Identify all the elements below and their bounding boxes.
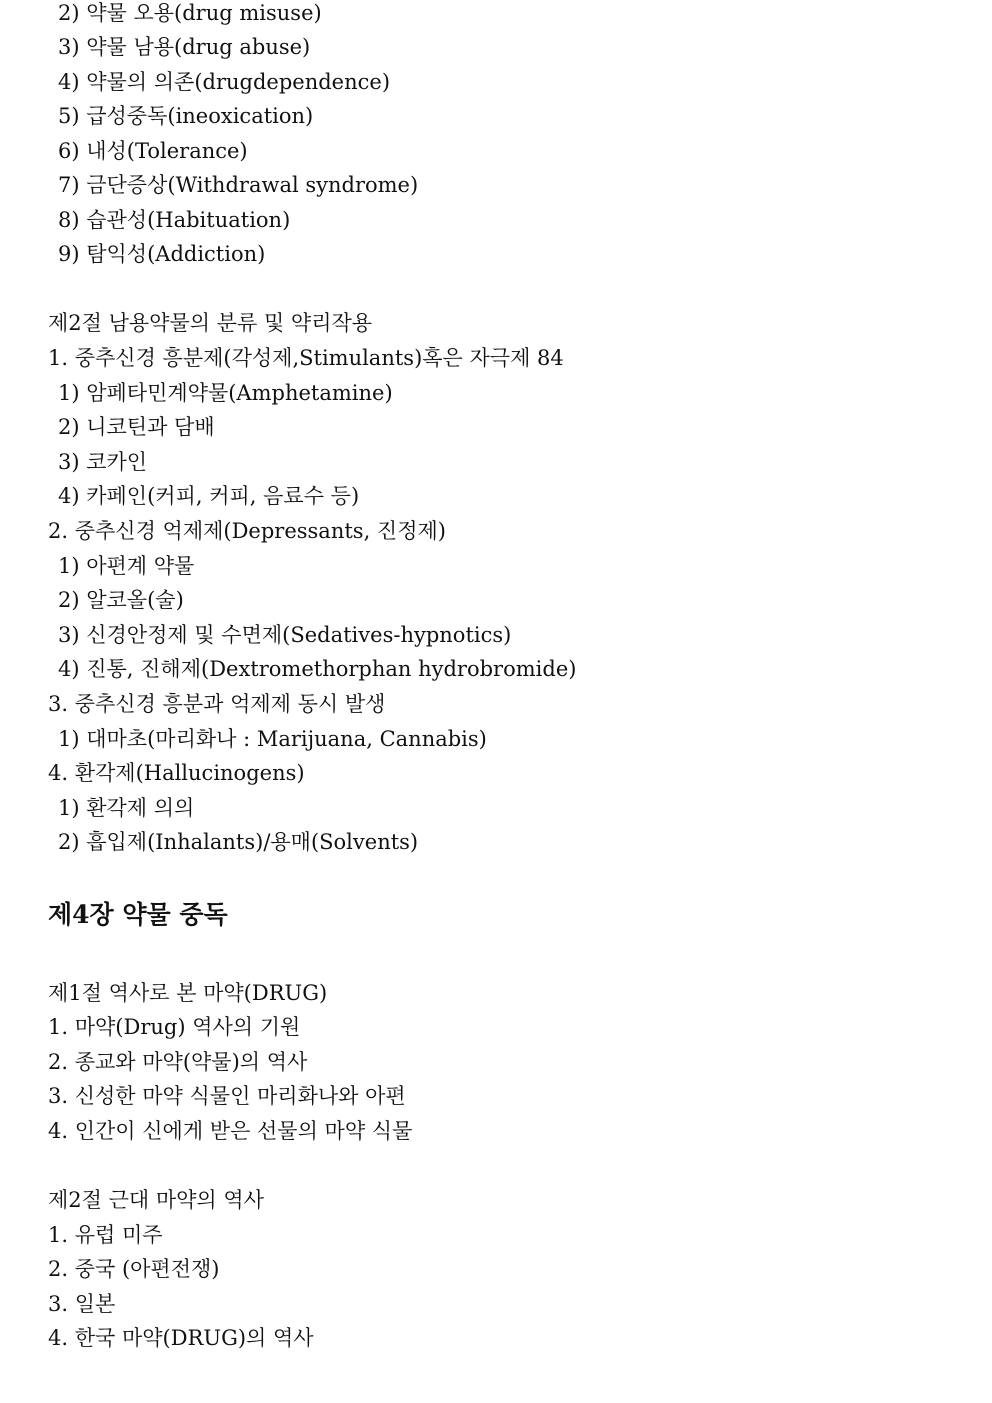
list-item: 3. 일본 [48, 1292, 116, 1316]
chapter-title: 제4장 약물 중독 [48, 900, 228, 929]
list-item: 3) 신경안정제 및 수면제(Sedatives-hypnotics) [58, 623, 512, 647]
list-item: 3) 약물 남용(drug abuse) [58, 35, 311, 59]
list-item: 2. 중국 (아편전쟁) [48, 1257, 220, 1281]
list-item: 1. 마약(Drug) 역사의 기원 [48, 1015, 301, 1039]
list-item: 4. 인간이 신에게 받은 선물의 마약 식물 [48, 1119, 413, 1143]
list-item: 1) 대마초(마리화나 : Marijuana, Cannabis) [58, 727, 487, 751]
list-item: 1) 아편계 약물 [58, 554, 195, 578]
subsection-heading: 4. 환각제(Hallucinogens) [48, 761, 305, 785]
list-item: 2) 약물 오용(drug misuse) [58, 1, 322, 25]
list-item: 4) 진통, 진해제(Dextromethorphan hydrobromide) [58, 657, 577, 681]
list-item: 2. 종교와 마약(약물)의 역사 [48, 1050, 308, 1074]
subsection-heading: 3. 중추신경 흥분과 억제제 동시 발생 [48, 692, 386, 716]
subsection-heading: 1. 중추신경 흥분제(각성제,Stimulants)혹은 자극제 84 [48, 346, 564, 370]
list-item: 6) 내성(Tolerance) [58, 139, 248, 163]
list-item: 1. 유럽 미주 [48, 1223, 163, 1247]
list-item: 8) 습관성(Habituation) [58, 208, 291, 232]
list-item: 2) 알코올(술) [58, 588, 184, 612]
list-item: 3) 코카인 [58, 450, 148, 474]
list-item: 2) 흡입제(Inhalants)/용매(Solvents) [58, 830, 419, 854]
list-item: 4) 카페인(커피, 커피, 음료수 등) [58, 484, 360, 508]
section-heading: 제1절 역사로 본 마약(DRUG) [48, 981, 328, 1005]
list-item: 5) 급성중독(ineoxication) [58, 104, 314, 128]
section-heading: 제2절 근대 마약의 역사 [48, 1188, 264, 1212]
list-item: 4) 약물의 의존(drugdependence) [58, 70, 391, 94]
list-item: 3. 신성한 마약 식물인 마리화나와 아편 [48, 1084, 406, 1108]
section-heading: 제2절 남용약물의 분류 및 약리작용 [48, 311, 373, 335]
list-item: 1) 암페타민계약물(Amphetamine) [58, 381, 393, 405]
list-item: 2) 니코틴과 담배 [58, 415, 215, 439]
subsection-heading: 2. 중추신경 억제제(Depressants, 진정제) [48, 519, 446, 543]
list-item: 9) 탐익성(Addiction) [58, 242, 266, 266]
list-item: 7) 금단증상(Withdrawal syndrome) [58, 173, 419, 197]
list-item: 4. 한국 마약(DRUG)의 역사 [48, 1326, 314, 1350]
list-item: 1) 환각제 의의 [58, 796, 195, 820]
